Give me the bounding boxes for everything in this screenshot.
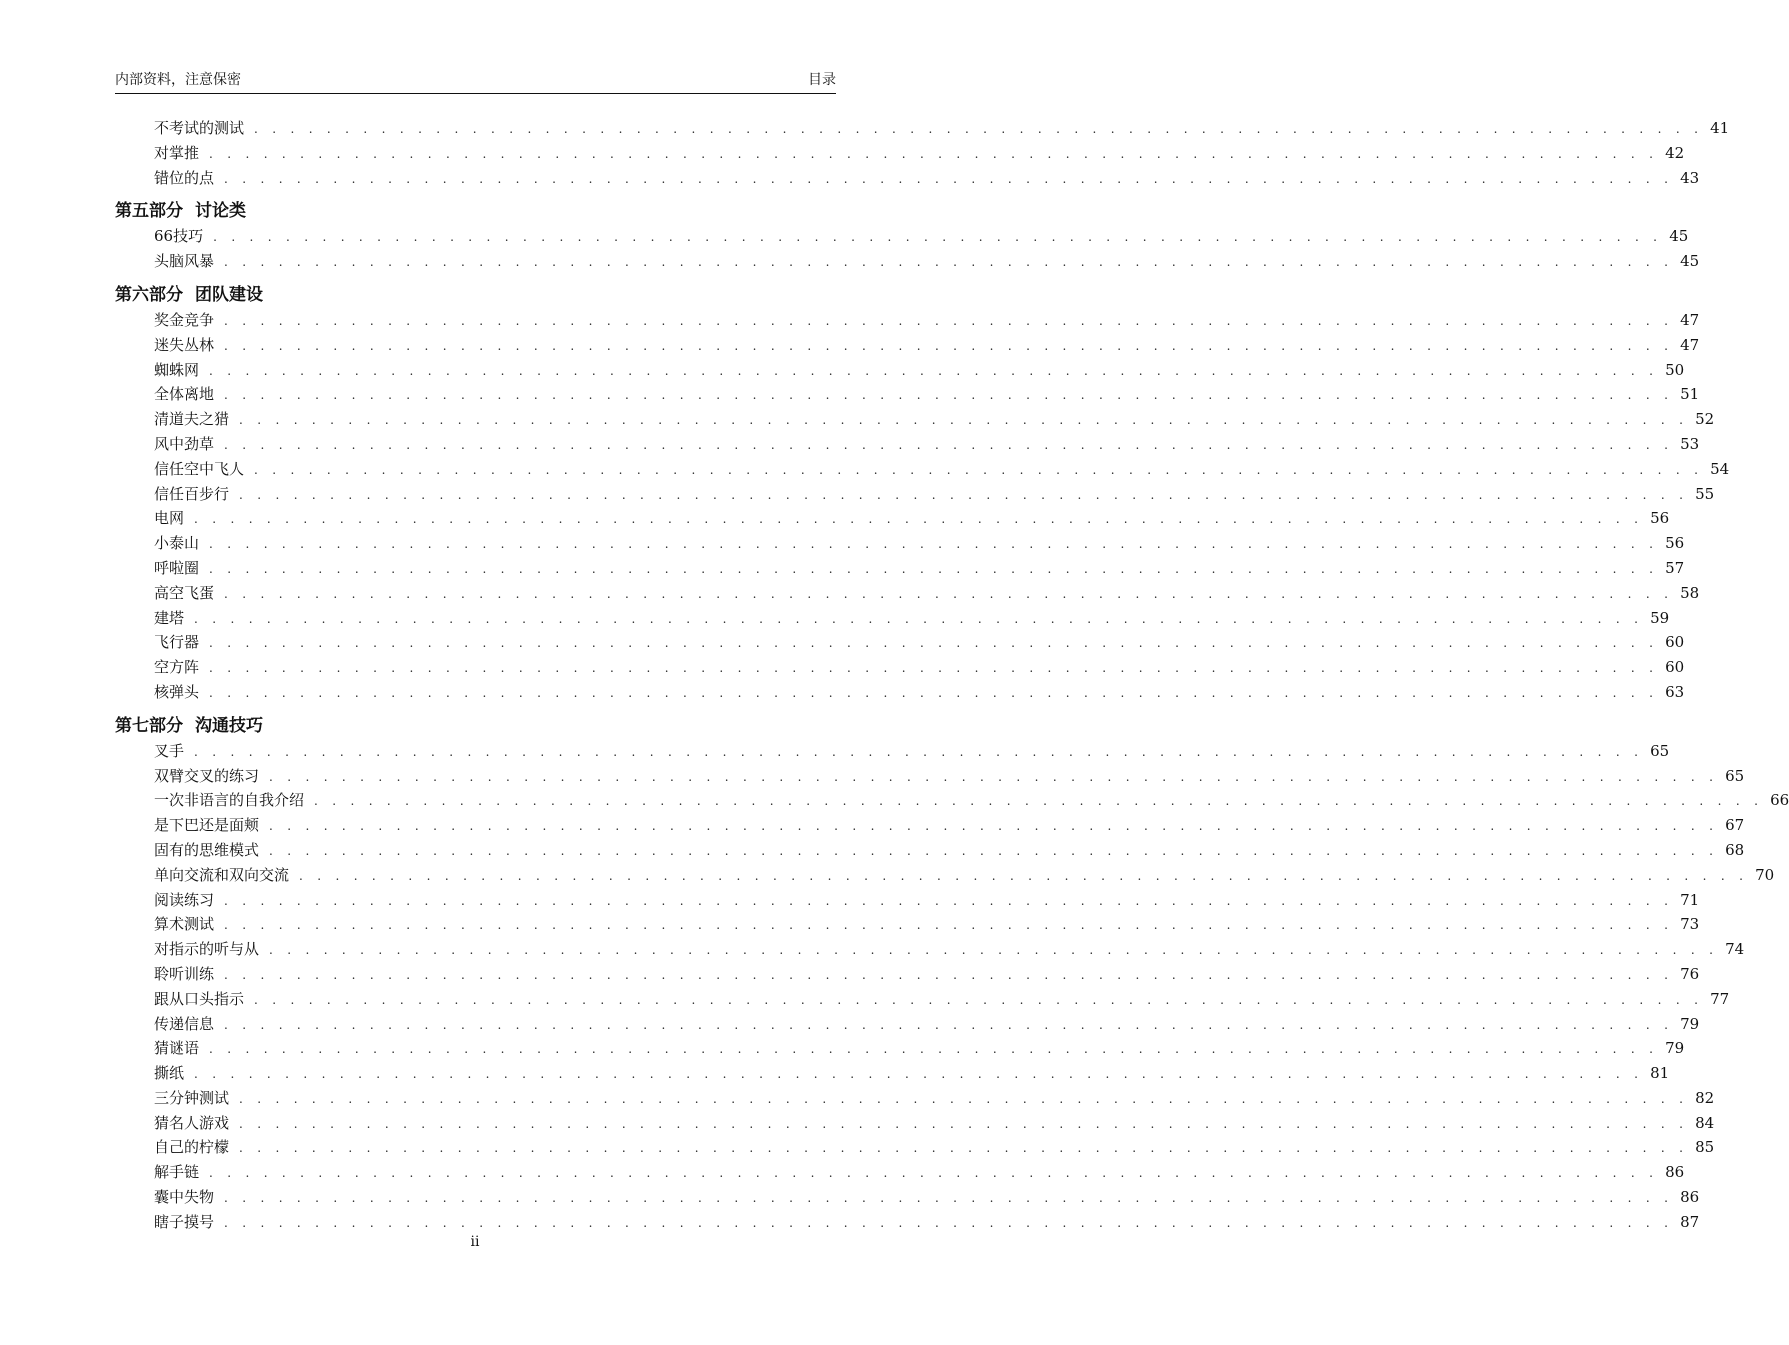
toc-part-heading[interactable] (115, 713, 836, 739)
toc-entry[interactable] (115, 888, 1700, 913)
toc-entry[interactable] (115, 739, 1670, 764)
toc-entry-page: 67 (1725, 816, 1745, 835)
toc-entry-page: 79 (1680, 1014, 1700, 1033)
page-header (115, 70, 836, 92)
toc-entry[interactable] (115, 1061, 1670, 1086)
toc-entry-page: 77 (1710, 989, 1730, 1008)
toc-entry-page: 74 (1725, 940, 1745, 959)
toc-entry-title: 传递信息 (154, 1014, 215, 1033)
toc-entry-title: 信任百步行 (154, 484, 230, 503)
toc-entry-title: 奖金竞争 (154, 310, 215, 329)
part-name: 沟通技巧 (195, 715, 263, 736)
toc-entry-page: 53 (1680, 434, 1700, 453)
toc-entry-page: 87 (1680, 1212, 1700, 1231)
dot-leader: . . . . . . . . . . . . . . . . . . . . . . . . . . . . . . . . . . . . . . . . . . . . . . . . . . . . . . . . . . . . . . . . . . . . . . . . . . . . . . . . (194, 611, 1644, 626)
toc-entry-page: 55 (1695, 484, 1715, 503)
toc-entry-page: 71 (1680, 890, 1700, 909)
toc-entry-page: 86 (1680, 1188, 1700, 1207)
toc-entry[interactable] (115, 863, 1775, 888)
toc-entry[interactable] (115, 141, 1685, 166)
toc-entry-title: 错位的点 (154, 168, 215, 187)
toc-entry[interactable] (115, 962, 1700, 987)
dot-leader: . . . . . . . . . . . . . . . . . . . . . . . . . . . . . . . . . . . . . . . . . . . . . . . . . . . . . . . . . . . . . . . . . . . . . . . . . . . . . . . . (224, 171, 1674, 186)
toc-entry-page: 84 (1695, 1113, 1715, 1132)
toc-entry[interactable] (115, 1160, 1685, 1185)
toc-entry-title: 不考试的测试 (154, 119, 245, 137)
toc-entry-title: 迷失丛林 (154, 335, 215, 354)
dot-leader: . . . . . . . . . . . . . . . . . . . . . . . . . . . . . . . . . . . . . . . . . . . . . . . . . . . . . . . . . . . . . . . . . . . . . . . . . . . . . . . . (224, 388, 1674, 403)
part-number: 第五部分 (115, 201, 183, 222)
toc-entry-title: 核弹头 (154, 682, 200, 701)
toc-entry-title: 三分钟测试 (154, 1088, 230, 1107)
toc-entry-title: 阅读练习 (154, 890, 215, 909)
part-number: 第六部分 (115, 284, 183, 305)
toc-entry-title: 风中劲草 (154, 434, 215, 453)
toc-entry-title: 算术测试 (154, 915, 215, 934)
toc-entry-page: 66 (1770, 791, 1789, 810)
toc-entry[interactable] (115, 166, 1700, 191)
toc-entry-page: 51 (1680, 385, 1700, 404)
toc-entry-page: 56 (1665, 534, 1685, 553)
dot-leader: . . . . . . . . . . . . . . . . . . . . . . . . . . . . . . . . . . . . . . . . . . . . . . . . . . . . . . . . . . . . . . . . . . . . . . . . . . . . . . . . (314, 794, 1764, 809)
toc-entry-page: 47 (1680, 335, 1700, 354)
toc-entry-title: 单向交流和双向交流 (154, 865, 290, 884)
dot-leader: . . . . . . . . . . . . . . . . . . . . . . . . . . . . . . . . . . . . . . . . . . . . . . . . . . . . . . . . . . . . . . . . . . . . . . . . . . . . . . . . (209, 661, 1659, 676)
page-footer (0, 1234, 950, 1250)
toc-entry-page: 58 (1680, 583, 1700, 602)
toc-entry-title: 小泰山 (154, 534, 200, 553)
dot-leader: . . . . . . . . . . . . . . . . . . . . . . . . . . . . . . . . . . . . . . . . . . . . . . . . . . . . . . . . . . . . . . . . . . . . . . . . . . . . . . . . (224, 1017, 1674, 1032)
dot-leader: . . . . . . . . . . . . . . . . . . . . . . . . . . . . . . . . . . . . . . . . . . . . . . . . . . . . . . . . . . . . . . . . . . . . . . . . . . . . . . . . (194, 512, 1644, 527)
toc-entry-title: 囊中失物 (154, 1188, 215, 1207)
toc-entry[interactable] (115, 556, 1685, 581)
toc-entry-page: 41 (1710, 119, 1730, 137)
toc-entry[interactable] (115, 1185, 1700, 1210)
toc-entry[interactable] (115, 1012, 1700, 1037)
toc-entry-title: 瞎子摸号 (154, 1212, 215, 1231)
toc-entry-page: 45 (1680, 252, 1700, 271)
dot-leader: . . . . . . . . . . . . . . . . . . . . . . . . . . . . . . . . . . . . . . . . . . . . . . . . . . . . . . . . . . . . . . . . . . . . . . . . . . . . . . . . (239, 1091, 1689, 1106)
toc-entry[interactable] (115, 581, 1700, 606)
dot-leader: . . . . . . . . . . . . . . . . . . . . . . . . . . . . . . . . . . . . . . . . . . . . . . . . . . . . . . . . . . . . . . . . . . . . . . . . . . . . . . . . (224, 893, 1674, 908)
header-rule (115, 93, 836, 94)
toc-entry-page: 60 (1665, 633, 1685, 652)
toc-entry-page: 81 (1650, 1064, 1670, 1083)
dot-leader: . . . . . . . . . . . . . . . . . . . . . . . . . . . . . . . . . . . . . . . . . . . . . . . . . . . . . . . . . . . . . . . . . . . . . . . . . . . . . . . . (269, 943, 1719, 958)
dot-leader: . . . . . . . . . . . . . . . . . . . . . . . . . . . . . . . . . . . . . . . . . . . . . . . . . . . . . . . . . . . . . . . . . . . . . . . . . . . . . . . . (224, 1215, 1674, 1230)
toc-entry-title: 撕纸 (154, 1064, 185, 1083)
dot-leader: . . . . . . . . . . . . . . . . . . . . . . . . . . . . . . . . . . . . . . . . . . . . . . . . . . . . . . . . . . . . . . . . . . . . . . . . . . . . . . . . (254, 992, 1704, 1007)
toc-entry[interactable] (115, 912, 1700, 937)
dot-leader: . . . . . . . . . . . . . . . . . . . . . . . . . . . . . . . . . . . . . . . . . . . . . . . . . . . . . . . . . . . . . . . . . . . . . . . . . . . . . . . . (299, 868, 1749, 883)
dot-leader: . . . . . . . . . . . . . . . . . . . . . . . . . . . . . . . . . . . . . . . . . . . . . . . . . . . . . . . . . . . . . . . . . . . . . . . . . . . . . . . . (209, 636, 1659, 651)
toc-entry-title: 固有的思维模式 (154, 840, 260, 859)
toc-entry-page: 57 (1665, 558, 1685, 577)
dot-leader: . . . . . . . . . . . . . . . . . . . . . . . . . . . . . . . . . . . . . . . . . . . . . . . . . . . . . . . . . . . . . . . . . . . . . . . . . . . . . . . . (239, 1141, 1689, 1156)
toc-entry-page: 68 (1725, 840, 1745, 859)
toc-entry[interactable] (115, 937, 1745, 962)
header-confidential-note: 内部资料，注意保密 (115, 72, 241, 88)
toc-entry-page: 65 (1725, 766, 1745, 785)
toc-entry-page: 43 (1680, 168, 1700, 187)
dot-leader: . . . . . . . . . . . . . . . . . . . . . . . . . . . . . . . . . . . . . . . . . . . . . . . . . . . . . . . . . . . . . . . . . . . . . . . . . . . . . . . . (269, 843, 1719, 858)
dot-leader: . . . . . . . . . . . . . . . . . . . . . . . . . . . . . . . . . . . . . . . . . . . . . . . . . . . . . . . . . . . . . . . . . . . . . . . . . . . . . . . . (239, 413, 1689, 428)
toc-entry-page: 65 (1650, 741, 1670, 760)
footer-page-number: ii (470, 1234, 480, 1250)
toc-entry[interactable] (115, 1135, 1715, 1160)
part-name: 团队建设 (195, 284, 263, 305)
part-name: 讨论类 (195, 201, 246, 222)
toc-entry[interactable] (115, 987, 1730, 1012)
toc-part-heading[interactable] (115, 282, 836, 308)
toc-part-heading[interactable] (115, 198, 836, 224)
dot-leader: . . . . . . . . . . . . . . . . . . . . . . . . . . . . . . . . . . . . . . . . . . . . . . . . . . . . . . . . . . . . . . . . . . . . . . . . . . . . . . . . (194, 1067, 1644, 1082)
toc-entry-title: 一次非语言的自我介绍 (154, 791, 305, 810)
toc-entry-page: 76 (1680, 964, 1700, 983)
toc-entry-page: 79 (1665, 1039, 1685, 1058)
toc-entry-page: 45 (1669, 227, 1689, 246)
dot-leader: . . . . . . . . . . . . . . . . . . . . . . . . . . . . . . . . . . . . . . . . . . . . . . . . . . . . . . . . . . . . . . . . . . . . . . . . . . . . . . . . (209, 363, 1659, 378)
toc-entry-title: 解手链 (154, 1163, 200, 1182)
dot-leader: . . . . . . . . . . . . . . . . . . . . . . . . . . . . . . . . . . . . . . . . . . . . . . . . . . . . . . . . . . . . . . . . . . . . . . . . . . . . . . . . (224, 918, 1674, 933)
header-section-title: 目录 (808, 72, 836, 88)
dot-leader: . . . . . . . . . . . . . . . . . . . . . . . . . . . . . . . . . . . . . . . . . . . . . . . . . . . . . . . . . . . . . . . . . . . . . . . . . . . . . . . . (254, 122, 1704, 136)
toc-entry[interactable] (115, 506, 1670, 531)
toc-entry-title: 叉手 (154, 741, 185, 760)
toc-entry-title: 呼啦圈 (154, 558, 200, 577)
toc-entry[interactable] (115, 813, 1745, 838)
toc-entry-title: 自己的柠檬 (154, 1138, 230, 1157)
dot-leader: . . . . . . . . . . . . . . . . . . . . . . . . . . . . . . . . . . . . . . . . . . . . . . . . . . . . . . . . . . . . . . . . . . . . . . . . . . . . . . . . (224, 313, 1674, 328)
dot-leader: . . . . . . . . . . . . . . . . . . . . . . . . . . . . . . . . . . . . . . . . . . . . . . . . . . . . . . . . . . . . . . . . . . . . . . . . . . . . . . . . (213, 230, 1663, 245)
dot-leader: . . . . . . . . . . . . . . . . . . . . . . . . . . . . . . . . . . . . . . . . . . . . . . . . . . . . . . . . . . . . . . . . . . . . . . . . . . . . . . . . (224, 437, 1674, 452)
dot-leader: . . . . . . . . . . . . . . . . . . . . . . . . . . . . . . . . . . . . . . . . . . . . . . . . . . . . . . . . . . . . . . . . . . . . . . . . . . . . . . . . (224, 586, 1674, 601)
toc-entry-page: 73 (1680, 915, 1700, 934)
dot-leader: . . . . . . . . . . . . . . . . . . . . . . . . . . . . . . . . . . . . . . . . . . . . . . . . . . . . . . . . . . . . . . . . . . . . . . . . . . . . . . . . (224, 967, 1674, 982)
dot-leader: . . . . . . . . . . . . . . . . . . . . . . . . . . . . . . . . . . . . . . . . . . . . . . . . . . . . . . . . . . . . . . . . . . . . . . . . . . . . . . . . (224, 255, 1674, 270)
toc-entry-page: 60 (1665, 658, 1685, 677)
toc-entry-title: 飞行器 (154, 633, 200, 652)
toc-entry[interactable] (115, 1036, 1685, 1061)
toc-entry[interactable] (115, 788, 1789, 813)
toc-entry[interactable] (115, 407, 1715, 432)
toc-entry-page: 50 (1665, 360, 1685, 379)
table-of-contents (115, 116, 1789, 1235)
dot-leader: . . . . . . . . . . . . . . . . . . . . . . . . . . . . . . . . . . . . . . . . . . . . . . . . . . . . . . . . . . . . . . . . . . . . . . . . . . . . . . . . (224, 338, 1674, 353)
toc-entry[interactable] (115, 308, 1700, 333)
toc-entry[interactable] (115, 432, 1700, 457)
dot-leader: . . . . . . . . . . . . . . . . . . . . . . . . . . . . . . . . . . . . . . . . . . . . . . . . . . . . . . . . . . . . . . . . . . . . . . . . . . . . . . . . (239, 1116, 1689, 1131)
toc-entry-title: 是下巴还是面颊 (154, 816, 260, 835)
toc-entry[interactable] (115, 1086, 1715, 1111)
toc-entry-title: 双臂交叉的练习 (154, 766, 260, 785)
toc-entry-title: 蜘蛛网 (154, 360, 200, 379)
toc-entry[interactable] (115, 680, 1685, 705)
toc-entry-page: 70 (1755, 865, 1775, 884)
toc-entry-page: 42 (1665, 143, 1685, 162)
toc-entry-page: 85 (1695, 1138, 1715, 1157)
dot-leader: . . . . . . . . . . . . . . . . . . . . . . . . . . . . . . . . . . . . . . . . . . . . . . . . . . . . . . . . . . . . . . . . . . . . . . . . . . . . . . . . (209, 1166, 1659, 1181)
toc-entry-title: 66技巧 (154, 227, 204, 246)
toc-entry[interactable] (115, 630, 1685, 655)
toc-entry-page: 54 (1710, 459, 1730, 478)
dot-leader: . . . . . . . . . . . . . . . . . . . . . . . . . . . . . . . . . . . . . . . . . . . . . . . . . . . . . . . . . . . . . . . . . . . . . . . . . . . . . . . . (209, 1042, 1659, 1057)
toc-entry-title: 建塔 (154, 608, 185, 627)
toc-entry-title: 头脑风暴 (154, 252, 215, 271)
toc-entry-title: 信任空中飞人 (154, 459, 245, 478)
dot-leader: . . . . . . . . . . . . . . . . . . . . . . . . . . . . . . . . . . . . . . . . . . . . . . . . . . . . . . . . . . . . . . . . . . . . . . . . . . . . . . . . (209, 685, 1659, 700)
dot-leader: . . . . . . . . . . . . . . . . . . . . . . . . . . . . . . . . . . . . . . . . . . . . . . . . . . . . . . . . . . . . . . . . . . . . . . . . . . . . . . . . (269, 769, 1719, 784)
toc-entry-title: 全体离地 (154, 385, 215, 404)
dot-leader: . . . . . . . . . . . . . . . . . . . . . . . . . . . . . . . . . . . . . . . . . . . . . . . . . . . . . . . . . . . . . . . . . . . . . . . . . . . . . . . . (209, 537, 1659, 552)
toc-entry-title: 跟从口头指示 (154, 989, 245, 1008)
toc-entry[interactable] (115, 655, 1685, 680)
toc-entry-title: 聆听训练 (154, 964, 215, 983)
toc-entry[interactable] (115, 1210, 1700, 1235)
toc-entry-page: 82 (1695, 1088, 1715, 1107)
toc-entry-page: 63 (1665, 682, 1685, 701)
dot-leader: . . . . . . . . . . . . . . . . . . . . . . . . . . . . . . . . . . . . . . . . . . . . . . . . . . . . . . . . . . . . . . . . . . . . . . . . . . . . . . . . (209, 146, 1659, 161)
toc-entry[interactable] (115, 1111, 1715, 1136)
dot-leader: . . . . . . . . . . . . . . . . . . . . . . . . . . . . . . . . . . . . . . . . . . . . . . . . . . . . . . . . . . . . . . . . . . . . . . . . . . . . . . . . (209, 561, 1659, 576)
toc-entry[interactable] (115, 224, 1689, 249)
toc-entry-title: 猜名人游戏 (154, 1113, 230, 1132)
toc-entry-title: 清道夫之猎 (154, 410, 230, 429)
toc-entry-title: 空方阵 (154, 658, 200, 677)
toc-entry-page: 86 (1665, 1163, 1685, 1182)
dot-leader: . . . . . . . . . . . . . . . . . . . . . . . . . . . . . . . . . . . . . . . . . . . . . . . . . . . . . . . . . . . . . . . . . . . . . . . . . . . . . . . . (194, 744, 1644, 759)
toc-entry[interactable] (115, 482, 1715, 507)
toc-entry[interactable] (115, 838, 1745, 863)
toc-entry[interactable] (115, 531, 1685, 556)
toc-entry[interactable] (115, 333, 1700, 358)
toc-entry[interactable] (115, 764, 1745, 789)
toc-entry[interactable] (115, 116, 1730, 141)
toc-entry-page: 47 (1680, 310, 1700, 329)
dot-leader: . . . . . . . . . . . . . . . . . . . . . . . . . . . . . . . . . . . . . . . . . . . . . . . . . . . . . . . . . . . . . . . . . . . . . . . . . . . . . . . . (239, 487, 1689, 502)
toc-entry[interactable] (115, 382, 1700, 407)
toc-entry[interactable] (115, 457, 1730, 482)
toc-entry-page: 56 (1650, 509, 1670, 528)
toc-entry-title: 对掌推 (154, 143, 200, 162)
toc-entry-title: 高空飞蛋 (154, 583, 215, 602)
toc-entry-title: 猜谜语 (154, 1039, 200, 1058)
toc-entry[interactable] (115, 249, 1700, 274)
toc-entry[interactable] (115, 358, 1685, 383)
toc-entry-title: 电网 (154, 509, 185, 528)
toc-entry[interactable] (115, 606, 1670, 631)
part-number: 第七部分 (115, 715, 183, 736)
toc-entry-title: 对指示的听与从 (154, 940, 260, 959)
toc-entry-page: 52 (1695, 410, 1715, 429)
dot-leader: . . . . . . . . . . . . . . . . . . . . . . . . . . . . . . . . . . . . . . . . . . . . . . . . . . . . . . . . . . . . . . . . . . . . . . . . . . . . . . . . (224, 1191, 1674, 1206)
dot-leader: . . . . . . . . . . . . . . . . . . . . . . . . . . . . . . . . . . . . . . . . . . . . . . . . . . . . . . . . . . . . . . . . . . . . . . . . . . . . . . . . (254, 462, 1704, 477)
dot-leader: . . . . . . . . . . . . . . . . . . . . . . . . . . . . . . . . . . . . . . . . . . . . . . . . . . . . . . . . . . . . . . . . . . . . . . . . . . . . . . . . (269, 819, 1719, 834)
toc-entry-page: 59 (1650, 608, 1670, 627)
